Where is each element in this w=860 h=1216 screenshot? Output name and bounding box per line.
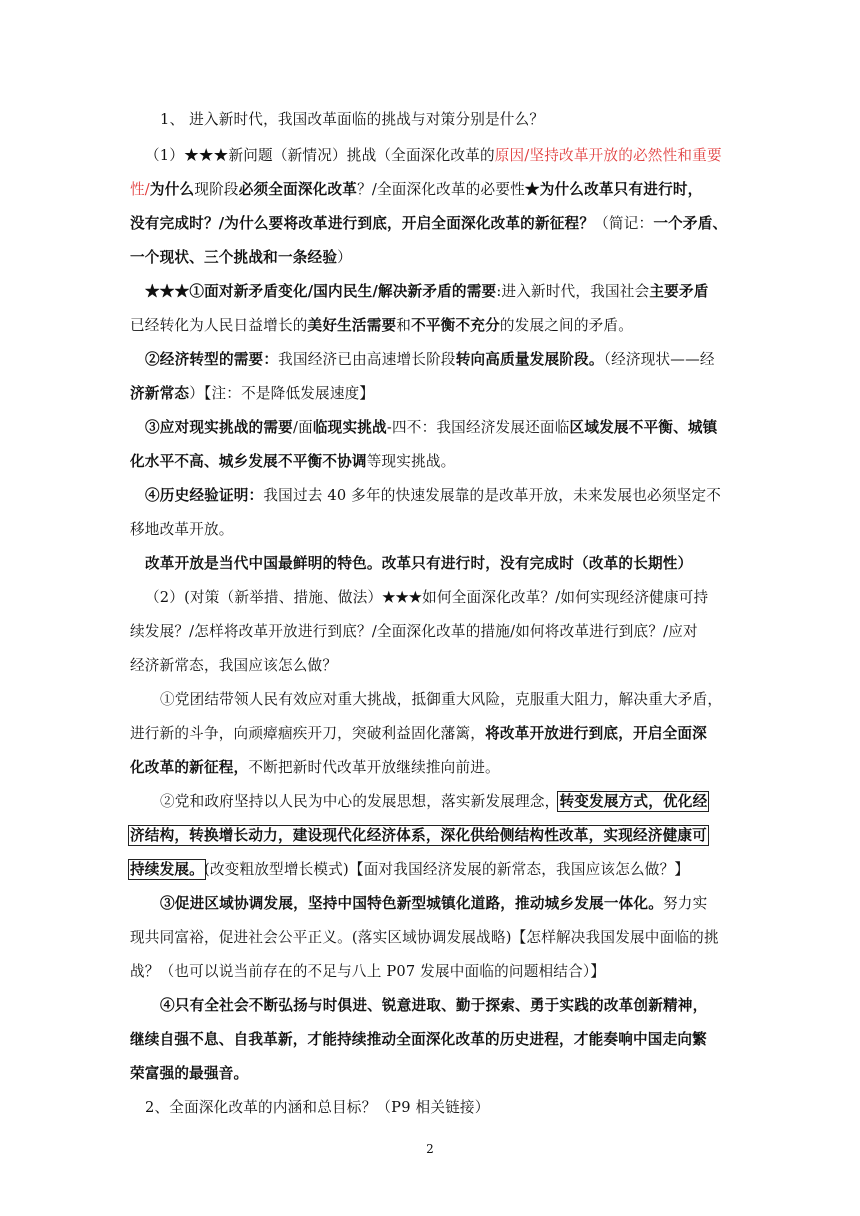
text-segment: 努力实 bbox=[663, 895, 708, 912]
text-segment: 济结构，转换增长动力，建设现代化经济体系，深化供给侧结构性改革，实现经济健康可 bbox=[130, 827, 707, 844]
text-segment: 和 bbox=[396, 317, 412, 334]
page-number: 2 bbox=[426, 1142, 434, 1156]
text-segment: 将改革开放进行到底，开启全面深 bbox=[485, 725, 707, 742]
text-segment: 已经转化为人民日益增长的 bbox=[130, 317, 308, 334]
text-segment: ①党团结带领人民有效应对重大挑战，抵御重大风险，克服重大阻力，解决重大矛盾， bbox=[160, 691, 723, 708]
text-line bbox=[130, 384, 374, 404]
text-line bbox=[130, 452, 455, 472]
text-line bbox=[130, 248, 352, 268]
text-segment: 现共同富裕，促进社会公平正义。(落实区域协调发展战略)【怎样解决我国发展中面临的挑 bbox=[130, 929, 719, 946]
text-line bbox=[130, 962, 605, 982]
text-line bbox=[130, 656, 337, 676]
text-segment: （经济现状——经 bbox=[603, 351, 715, 368]
text-segment: 我国过去 40 多年的快速发展靠的是改革开放，未来发展也必须坚定不 bbox=[263, 487, 722, 504]
text-line bbox=[130, 214, 727, 234]
text-segment: 2、全面深化改革的内涵和总目标？（P9 相关链接） bbox=[145, 1099, 490, 1116]
text-segment: 区域发展不平衡、城镇 bbox=[569, 419, 718, 436]
text-line bbox=[145, 418, 717, 438]
text-segment: 原因/坚持改革开放的必然性和重要 bbox=[494, 147, 722, 164]
text-segment: 一个现状、三个挑战和一条经验 bbox=[130, 249, 338, 266]
text-segment: 主要矛盾 bbox=[649, 283, 709, 300]
text-line bbox=[160, 996, 707, 1016]
text-segment: ？/全面深化改革的必要性 bbox=[357, 181, 525, 198]
text-segment: 为什么 bbox=[149, 181, 195, 198]
text-line bbox=[145, 350, 715, 370]
text-line bbox=[160, 110, 544, 130]
text-segment: ②党和政府坚持以人民为中心的发展思想，落实新发展理念， bbox=[160, 793, 560, 810]
text-line bbox=[160, 690, 722, 710]
text-segment: ③促进区域协调发展，坚持中国特色新型城镇化道路，推动城乡发展一体化。 bbox=[160, 895, 663, 912]
text-segment: ③应对现实挑战的需要 bbox=[145, 419, 293, 436]
text-segment: 改革开放是当代中国最鲜明的特色。改革只有进行时，没有完成时（改革的长期性） bbox=[145, 555, 693, 572]
text-segment: (改变粗放型增长模式)【面对我国经济发展的新常态，我国应该怎么做？】 bbox=[203, 861, 690, 878]
text-segment: ）【注：不是降低发展速度】 bbox=[189, 385, 375, 402]
text-segment: 继续自强不息、自我革新，才能持续推动全面深化改革的历史进程，才能奏响中国走向繁 bbox=[130, 1031, 707, 1048]
text-segment: 性/ bbox=[130, 181, 150, 198]
text-segment: 转向高质量发展阶段。 bbox=[455, 351, 604, 368]
text-segment: 持续发展。 bbox=[130, 861, 204, 878]
text-segment: ★★★①面对新矛盾变化/国内民生/解决新矛盾的需要 bbox=[145, 283, 497, 300]
text-segment: ★为什么改革只有进行时， bbox=[524, 181, 703, 198]
text-line bbox=[130, 826, 707, 846]
text-segment: 转变发展方式，优化经 bbox=[559, 793, 708, 810]
text-segment: 移地改革开放。 bbox=[130, 521, 234, 538]
text-line bbox=[145, 588, 708, 608]
text-segment: 进行新的斗争，向顽瘴痼疾开刀，突破利益固化藩篱， bbox=[130, 725, 486, 742]
text-segment: ④历史经验证明： bbox=[145, 487, 264, 504]
text-line bbox=[130, 1064, 248, 1084]
text-line bbox=[145, 282, 709, 302]
text-line bbox=[160, 894, 707, 914]
text-line bbox=[130, 928, 719, 948]
text-segment: 1、 进入新时代，我国改革面临的挑战与对策分别是什么？ bbox=[160, 111, 545, 128]
text-segment: :进入新时代，我国社会 bbox=[496, 283, 650, 300]
text-line bbox=[130, 622, 698, 642]
text-segment: /面 bbox=[292, 419, 313, 436]
text-segment: 没有完成时？/为什么要将改革进行到底，开启全面深化改革的新征程？ bbox=[130, 215, 595, 232]
text-segment: 的发展之间的矛盾。 bbox=[499, 317, 634, 334]
text-line bbox=[145, 146, 722, 166]
text-segment: 美好生活需要 bbox=[307, 317, 397, 334]
text-line bbox=[160, 792, 707, 812]
text-line bbox=[130, 316, 633, 336]
text-line bbox=[130, 1030, 707, 1050]
text-segment: -四不：我国经济发展还面临 bbox=[386, 419, 570, 436]
text-segment: ） bbox=[337, 249, 352, 266]
text-segment: 我国经济已由高速增长阶段 bbox=[278, 351, 456, 368]
text-line bbox=[130, 520, 234, 540]
text-segment: ★★★ bbox=[382, 589, 423, 606]
text-line bbox=[130, 860, 689, 880]
text-segment: （1）★★★新问题（新情况）挑战（全面深化改革的 bbox=[145, 147, 495, 164]
text-segment: 化水平不高、城乡发展不平衡不协调 bbox=[130, 453, 367, 470]
text-segment: 经济新常态，我国应该怎么做？ bbox=[130, 657, 338, 674]
text-segment: 现阶段 bbox=[194, 181, 239, 198]
text-segment: 等现实挑战。 bbox=[366, 453, 456, 470]
text-segment: 不断把新时代改革开放继续推向前进。 bbox=[248, 759, 500, 776]
text-line bbox=[145, 554, 692, 574]
text-segment: 荣富强的最强音。 bbox=[130, 1065, 249, 1082]
text-segment: 一个矛盾、 bbox=[653, 215, 728, 232]
text-segment: 战？（也可以说当前存在的不足与八上 P07 发展中面临的问题相结合）】 bbox=[130, 963, 606, 980]
text-segment: ②经济转型的需要： bbox=[145, 351, 279, 368]
text-line bbox=[130, 724, 707, 744]
text-line bbox=[130, 180, 702, 200]
text-segment: （简记： bbox=[594, 215, 654, 232]
text-segment: 如何全面深化改革？/如何实现经济健康可持 bbox=[422, 589, 709, 606]
text-line bbox=[145, 486, 721, 506]
text-segment: 必须全面深化改革 bbox=[238, 181, 358, 198]
text-line bbox=[145, 1098, 490, 1118]
text-segment: 不平衡不充分 bbox=[411, 317, 500, 334]
text-line bbox=[130, 758, 500, 778]
text-segment: 化改革的新征程， bbox=[130, 759, 249, 776]
text-segment: ④只有全社会不断弘扬与时俱进、锐意进取、勤于探索、勇于实践的改革创新精神， bbox=[160, 997, 708, 1014]
text-segment: 临现实挑战 bbox=[312, 419, 387, 436]
text-segment: 济新常态 bbox=[130, 385, 190, 402]
text-segment: 续发展？/怎样将改革开放进行到底？/全面深化改革的措施/如何将改革进行到底？/应对 bbox=[130, 623, 698, 640]
text-segment: （2）(对策（新举措、措施、做法） bbox=[145, 589, 383, 606]
